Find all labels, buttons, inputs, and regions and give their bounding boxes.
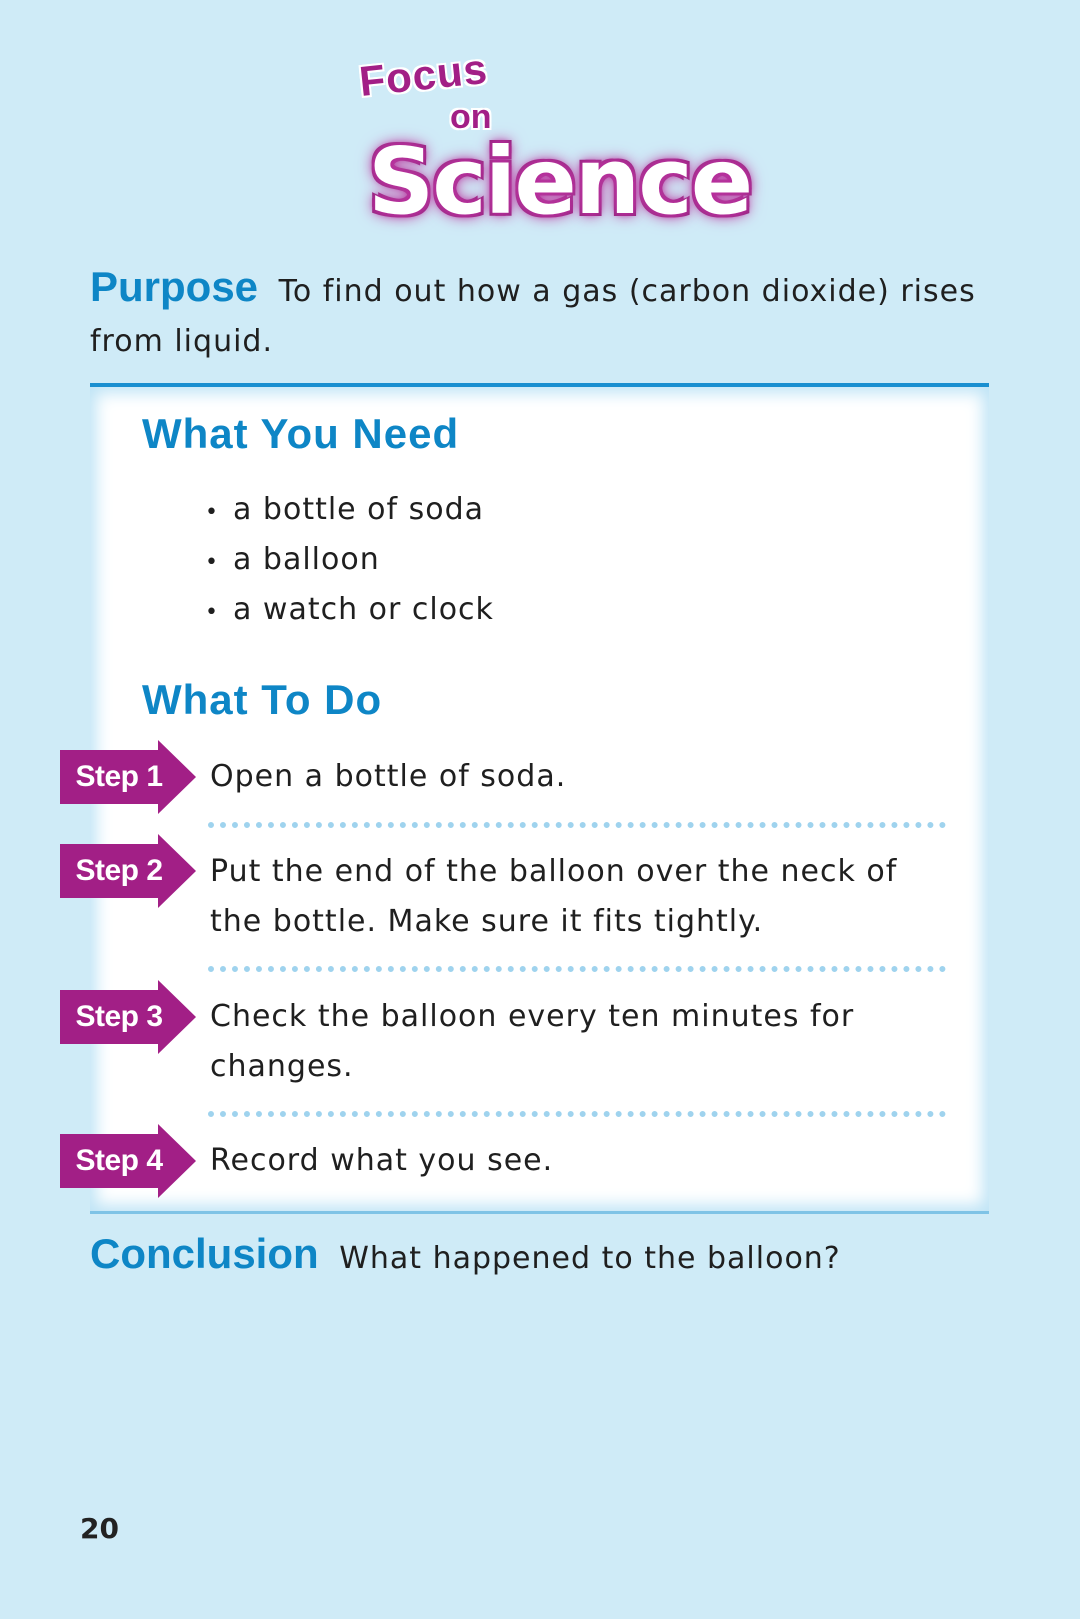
what-you-need-heading: What You Need <box>142 410 460 457</box>
title-focus-word: Focus <box>356 44 490 106</box>
step-divider <box>208 822 946 828</box>
needs-list <box>205 485 494 635</box>
list-item <box>205 585 494 635</box>
step-3-badge <box>60 980 196 1054</box>
bullet-icon: • <box>205 600 219 625</box>
step-4-text: Record what you see. <box>210 1143 554 1178</box>
step-label: Step 1 <box>75 760 163 793</box>
step-1-badge <box>60 740 196 814</box>
bullet-icon: • <box>205 550 219 575</box>
purpose-paragraph <box>90 262 990 367</box>
step-2-text: Put the end of the balloon over the neck of the bottle. Make sure it fits tightly. <box>210 854 898 939</box>
purpose-text: To find out how a gas (carbon dioxide) rises from liquid. <box>90 274 976 359</box>
need-item-text: a balloon <box>233 542 380 577</box>
conclusion-paragraph <box>90 1226 990 1287</box>
list-item <box>205 485 494 535</box>
step-2-badge <box>60 834 196 908</box>
bullet-icon: • <box>205 500 219 525</box>
title-science-word: Science <box>368 128 752 235</box>
need-item-text: a bottle of soda <box>233 492 485 527</box>
step-label: Step 4 <box>75 1144 163 1177</box>
list-item <box>205 535 494 585</box>
step-3-text: Check the balloon every ten minutes for changes. <box>210 999 855 1084</box>
title-lockup <box>340 40 760 250</box>
purpose-label: Purpose <box>90 263 259 310</box>
step-label: Step 3 <box>75 1000 163 1033</box>
step-4-badge <box>60 1124 196 1198</box>
step-divider <box>208 966 946 972</box>
step-label: Step 2 <box>75 854 163 887</box>
step-divider <box>208 1111 946 1117</box>
conclusion-text: What happened to the balloon? <box>339 1241 841 1276</box>
page-number: 20 <box>80 1512 119 1545</box>
conclusion-label: Conclusion <box>90 1230 319 1277</box>
what-to-do-heading: What To Do <box>142 676 383 723</box>
title-on-word: on <box>450 98 492 136</box>
need-item-text: a watch or clock <box>233 592 494 627</box>
step-1-text: Open a bottle of soda. <box>210 759 567 794</box>
